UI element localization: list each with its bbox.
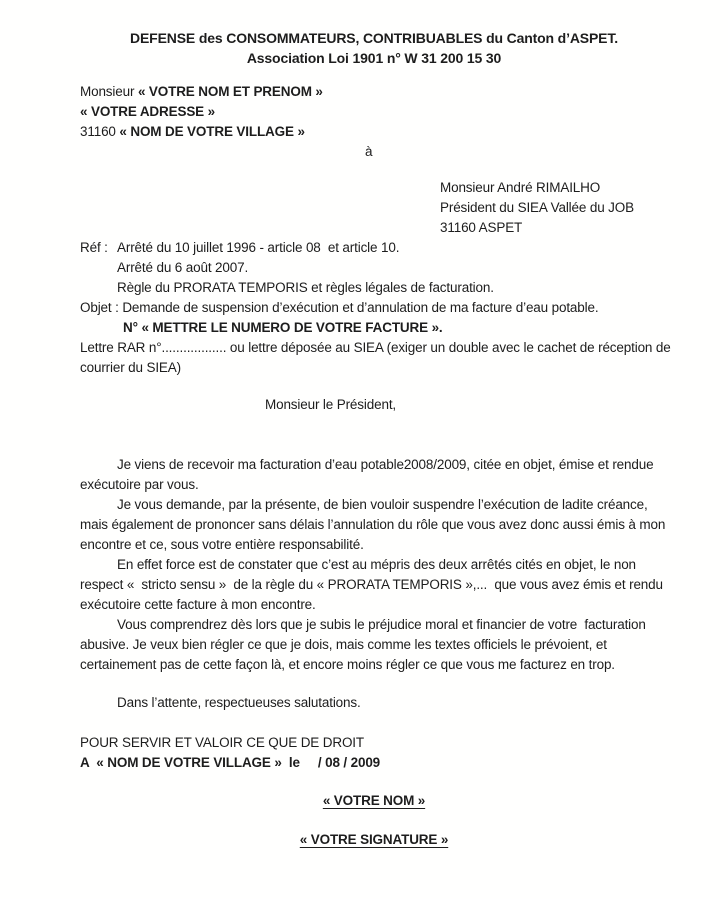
reference-line-3: Règle du PRORATA TEMPORIS et règles légales de facturation. [117,280,494,295]
rar-letter-block [80,338,671,378]
recipient-city: 31160 ASPET [440,220,523,235]
invoice-number-placeholder: N° « METTRE LE NUMERO DE VOTRE FACTURE ». [123,320,443,335]
recipient-name: Monsieur André RIMAILHO [440,180,601,195]
sender-city-line [80,122,668,142]
association-registration: Association Loi 1901 n° W 31 200 15 30 [246,50,502,66]
place-date-line: A « NOM DE VOTRE VILLAGE » le / 08 / 2009 [80,755,381,770]
association-header [80,28,668,68]
recipient-address-block [440,178,668,238]
letter-body [80,455,668,675]
signature-name-placeholder: « VOTRE NOM » [322,793,426,808]
body-paragraph-3: En effet force est de constater que c’est au mépris des deux arrêtés cités en objet, le non respect « stricto sensu » de la règle du « PRORATA TEMPORIS »,... que vous avez émis et rendu exécutoire cette facture à mon encontre. [80,557,663,612]
legal-block [80,733,668,773]
rar-line-1: Lettre RAR n°.................. ou lettre déposée au SIEA (exiger un double avec le cachet de réception de [80,340,671,355]
addressed-to-label: à [365,144,373,159]
sender-salutation: Monsieur [80,84,138,99]
rar-line-2: courrier du SIEA) [80,360,181,375]
body-paragraph-1: Je viens de recevoir ma facturation d’eau potable2008/2009, citée en objet, émise et rendue exécutoire par vous. [80,457,654,492]
sender-village-placeholder: « NOM DE VOTRE VILLAGE » [119,124,305,139]
recipient-title: Président du SIEA Vallée du JOB [440,200,634,215]
reference-line-2: Arrêté du 6 août 2007. [117,260,249,275]
reference-text-1: Arrêté du 10 juillet 1996 - article 08 et article 10. [117,240,400,255]
signature-placeholder: « VOTRE SIGNATURE » [299,832,449,847]
reference-line-1 [80,238,668,258]
closing-salutation: Dans l’attente, respectueuses salutations. [117,695,361,710]
reference-block [80,238,668,298]
greeting-line: Monsieur le Président, [265,397,397,412]
sender-name-placeholder: « VOTRE NOM ET PRENOM » [137,84,323,99]
association-title: DEFENSE des CONSOMMATEURS, CONTRIBUABLES du Canton d’ASPET. [130,30,618,46]
subject-line: Objet : Demande de suspension d’exécution et d’annulation de ma facture d’eau potable. [80,300,599,315]
body-paragraph-2: Je vous demande, par la présente, de bien vouloir suspendre l’exécution de ladite créance, mais également de prononcer sans délais l’annulation du rôle que vous avez donc aussi émis à mon encontre et ce, sous votre entière responsabilité. [80,497,666,552]
sender-address-block [80,82,668,142]
body-paragraph-4: Vous comprendrez dès lors que je subis le préjudice moral et financier de votre facturation abusive. Je veux bien régler ce que je dois, mais comme les textes officiels le prévoient, et certainement pas de cette façon là, et encore moins régler ce que vous me facturez en trop. [80,617,646,672]
reference-label: Réf : [80,240,108,255]
sender-address-placeholder: « VOTRE ADRESSE » [80,104,215,119]
legal-line: POUR SERVIR ET VALOIR CE QUE DE DROIT [80,735,365,750]
subject-block [80,298,668,338]
sender-name-line [80,82,668,102]
sender-postal-code: 31160 [80,124,120,139]
